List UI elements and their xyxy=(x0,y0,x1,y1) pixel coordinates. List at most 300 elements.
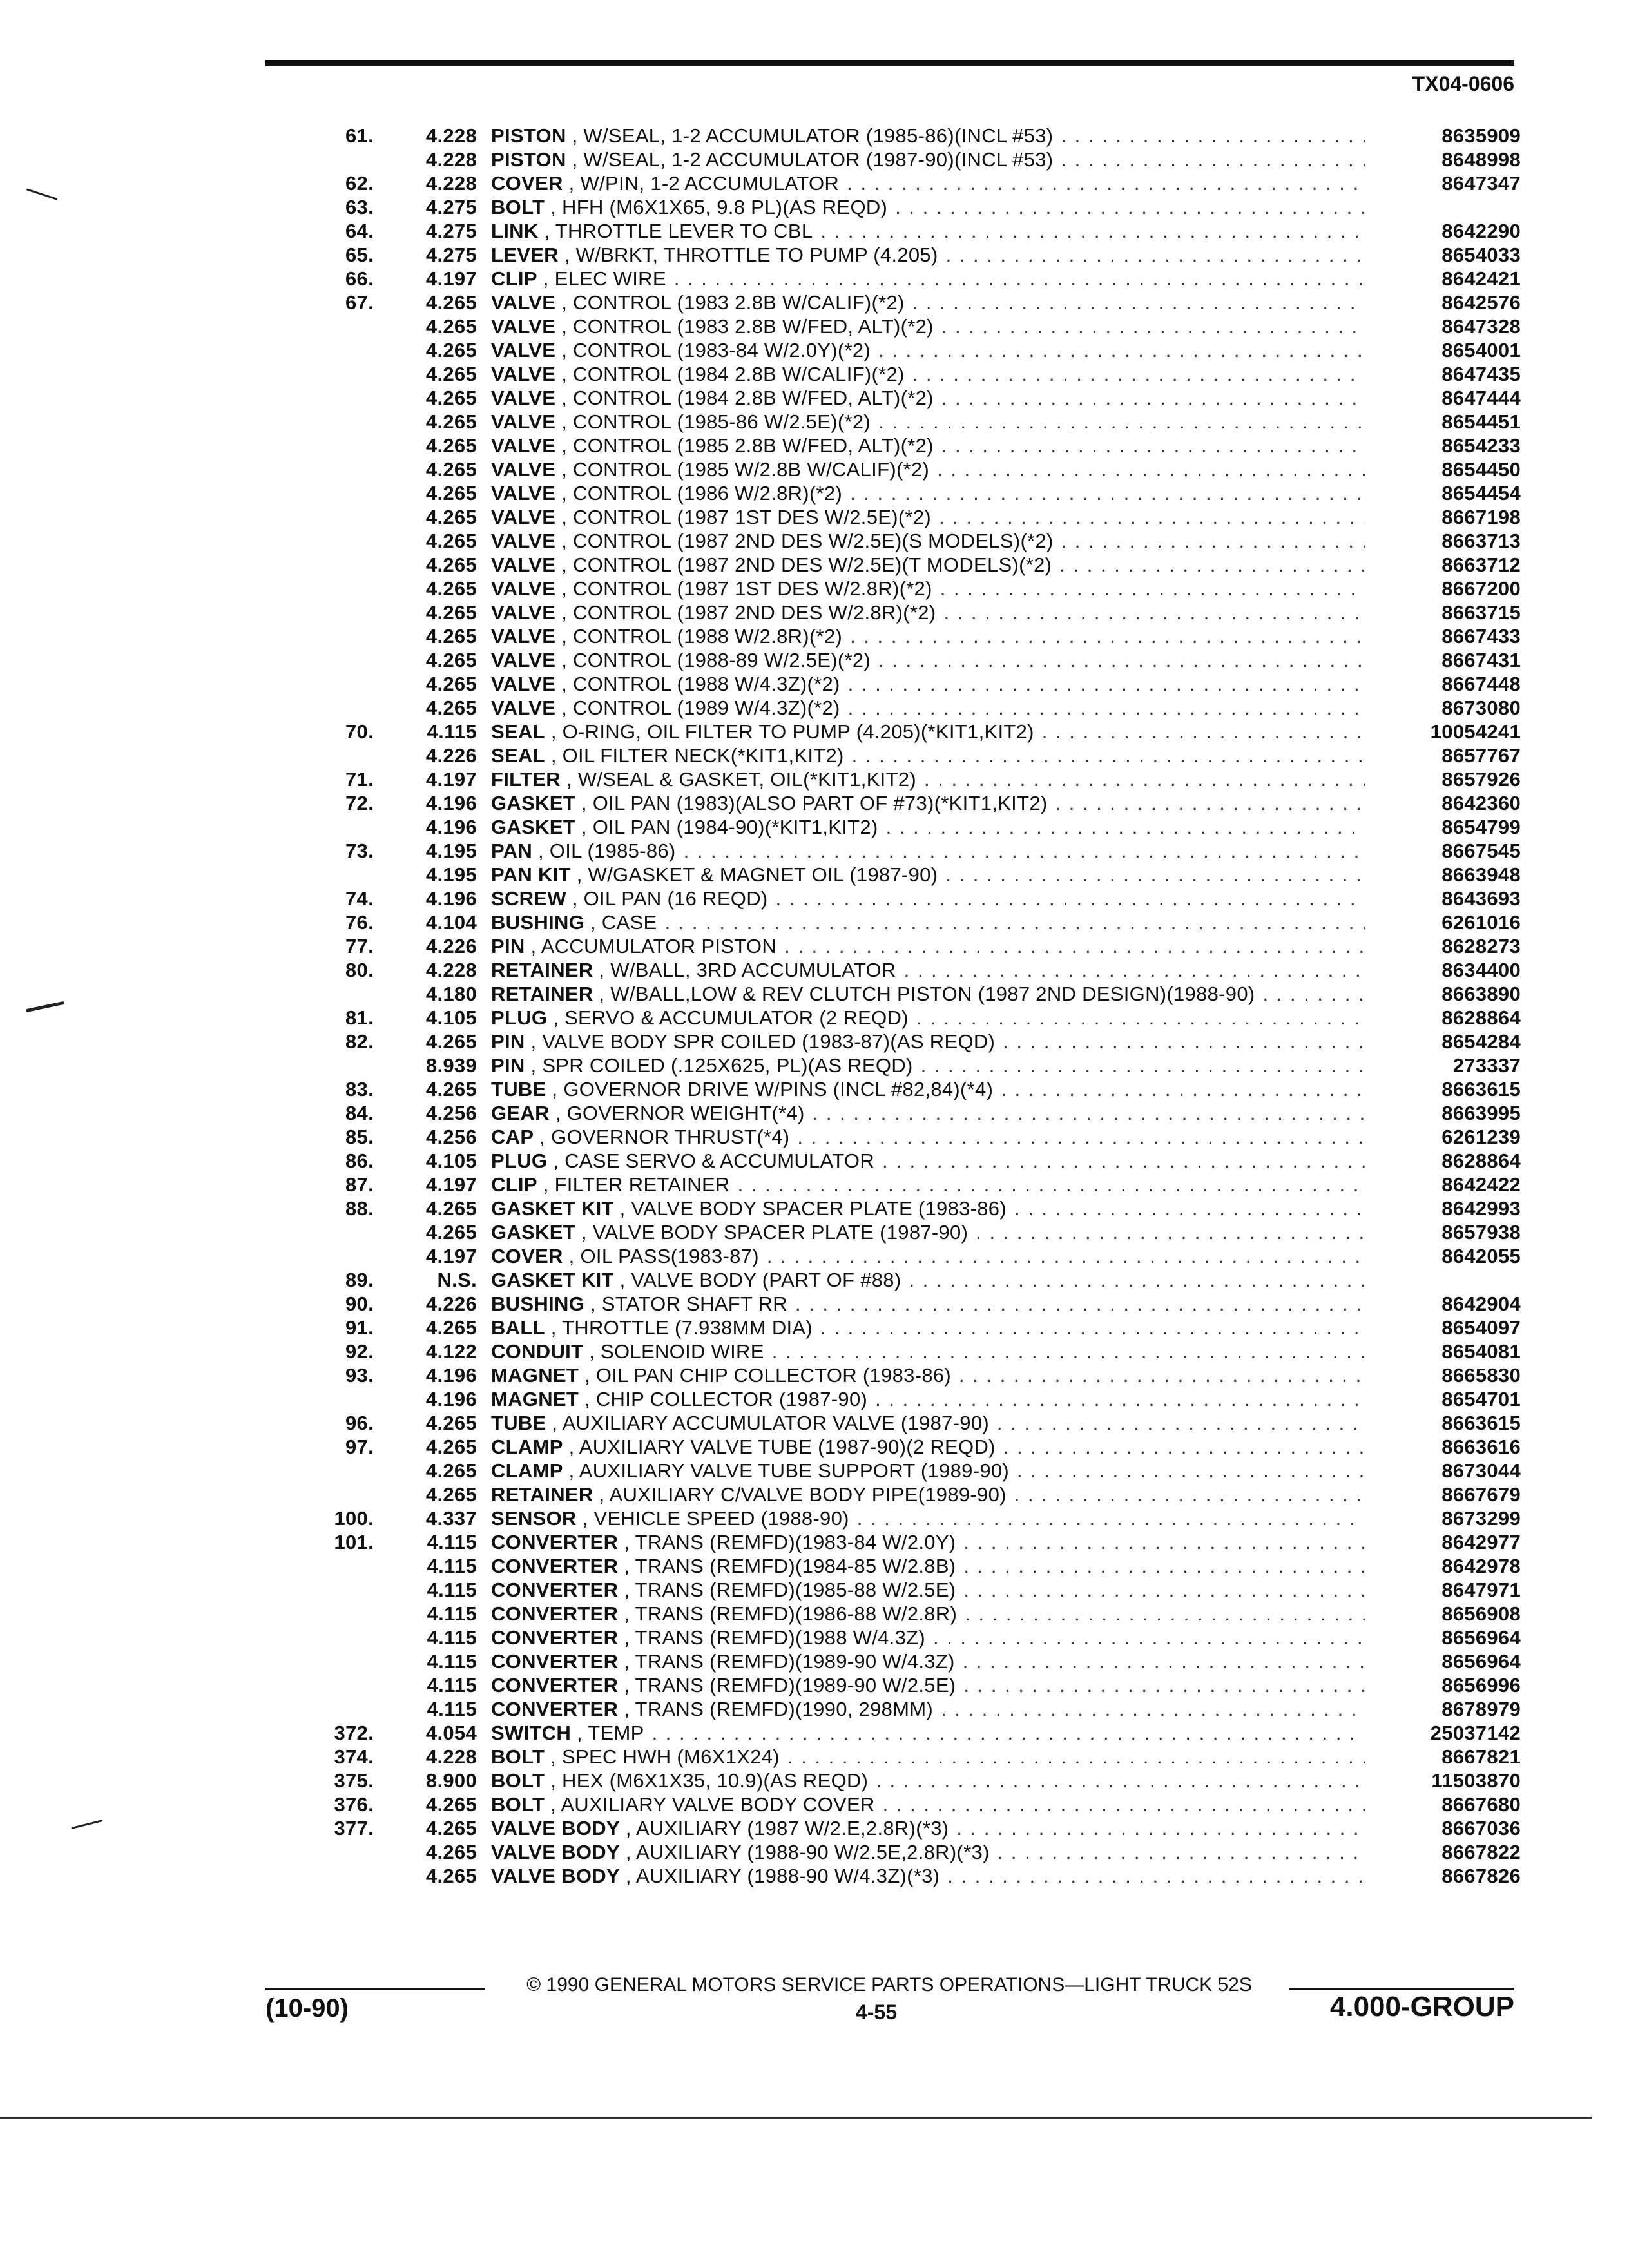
part-number: 8657938 xyxy=(1441,1221,1521,1244)
table-row xyxy=(296,1649,1521,1673)
group-number: 4.265 xyxy=(425,553,477,576)
part-detail: , CONTROL (1987 1ST DES W/2.8R)(*2) xyxy=(561,577,932,600)
part-detail: , CONTROL (1985 2.8B W/FED, ALT)(*2) xyxy=(561,434,934,457)
part-detail: , CONTROL (1988 W/2.8R)(*2) xyxy=(561,625,843,648)
group-number: 4.265 xyxy=(425,315,477,338)
part-name: VALVE xyxy=(491,315,556,338)
part-description xyxy=(491,648,871,672)
part-description xyxy=(491,1626,925,1649)
table-row xyxy=(296,1173,1521,1196)
group-number: 4.196 xyxy=(425,1364,477,1387)
group-number: 4.265 xyxy=(425,363,477,385)
part-description xyxy=(491,624,842,648)
part-detail: , OIL PAN (16 REQD) xyxy=(572,887,768,910)
part-number: 8648998 xyxy=(1441,148,1521,171)
part-description xyxy=(491,767,916,791)
part-number: 8673044 xyxy=(1441,1459,1521,1482)
part-name: LINK xyxy=(491,220,539,242)
part-name: VALVE BODY xyxy=(491,1865,620,1887)
ref-number: 82. xyxy=(345,1030,374,1053)
part-number: 8642360 xyxy=(1441,792,1521,814)
part-description xyxy=(491,434,934,457)
part-number: 8642290 xyxy=(1441,220,1521,242)
part-description xyxy=(491,1769,868,1792)
part-description xyxy=(491,1244,759,1268)
part-name: SEAL xyxy=(491,720,545,743)
table-row xyxy=(296,672,1521,696)
part-detail: , CONTROL (1984 2.8B W/CALIF)(*2) xyxy=(561,363,905,385)
part-description xyxy=(491,1125,789,1149)
part-name: RETAINER xyxy=(491,1483,593,1506)
part-description xyxy=(491,1506,849,1530)
table-row xyxy=(296,291,1521,314)
part-description xyxy=(491,577,932,601)
part-number: 10054241 xyxy=(1430,720,1521,743)
part-description xyxy=(491,696,840,720)
group-number: 4.265 xyxy=(425,339,477,361)
part-name: VALVE xyxy=(491,649,556,671)
part-name: PIN xyxy=(491,1054,525,1077)
part-name: BALL xyxy=(491,1316,545,1339)
part-description xyxy=(491,219,813,243)
part-name: CONDUIT xyxy=(491,1340,584,1363)
part-name: CONVERTER xyxy=(491,1602,619,1625)
part-description xyxy=(491,314,934,338)
part-number: 8654081 xyxy=(1441,1340,1521,1363)
part-detail: , W/PIN, 1-2 ACCUMULATOR xyxy=(568,172,840,195)
part-number: 8663890 xyxy=(1441,983,1521,1005)
part-name: VALVE xyxy=(491,553,556,576)
ref-number: 90. xyxy=(345,1293,374,1315)
ref-number: 93. xyxy=(345,1364,374,1387)
ref-number: 91. xyxy=(345,1316,374,1339)
part-detail: , TEMP xyxy=(576,1722,644,1744)
group-number: 4.265 xyxy=(425,1483,477,1506)
dot-leader xyxy=(1059,553,1365,577)
part-detail: , CASE SERVO & ACCUMULATOR xyxy=(553,1149,875,1172)
part-number: 8667826 xyxy=(1441,1865,1521,1887)
ref-number: 84. xyxy=(345,1102,374,1124)
group-number: 4.256 xyxy=(425,1102,477,1124)
part-description xyxy=(491,1268,901,1292)
part-description xyxy=(491,1721,644,1745)
part-description xyxy=(491,1792,875,1816)
part-name: CONVERTER xyxy=(491,1650,619,1673)
part-description xyxy=(491,815,878,839)
part-number: 8647435 xyxy=(1441,363,1521,385)
part-name: CLIP xyxy=(491,267,537,290)
part-description xyxy=(491,148,1053,171)
group-number: 4.275 xyxy=(425,220,477,242)
revision-date: (10-90) xyxy=(265,1994,349,2023)
group-number: 4.228 xyxy=(425,1745,477,1768)
part-description xyxy=(491,839,676,863)
table-row xyxy=(296,815,1521,839)
part-number: 8667433 xyxy=(1441,625,1521,648)
ref-number: 92. xyxy=(345,1340,374,1363)
ref-number: 77. xyxy=(345,935,374,957)
part-name: CLAMP xyxy=(491,1459,563,1482)
group-number: 4.265 xyxy=(425,1436,477,1458)
table-row xyxy=(296,195,1521,219)
dot-leader xyxy=(963,1673,1365,1697)
table-row xyxy=(296,791,1521,815)
part-number: 6261016 xyxy=(1441,911,1521,934)
dot-leader xyxy=(852,744,1365,767)
part-name: PAN xyxy=(491,840,533,862)
table-row xyxy=(296,1506,1521,1530)
part-detail: , HFH (M6X1X65, 9.8 PL)(AS REQD) xyxy=(550,196,888,218)
table-row xyxy=(296,982,1521,1006)
footer-rule-left xyxy=(265,1988,485,1990)
page-number: 4-55 xyxy=(855,2001,898,2024)
part-name: COVER xyxy=(491,172,563,195)
part-detail: , CONTROL (1987 2ND DES W/2.5E)(S MODELS)(*2) xyxy=(561,530,1054,552)
table-row xyxy=(296,744,1521,767)
part-description xyxy=(491,505,931,529)
ref-number: 87. xyxy=(345,1173,374,1196)
dot-leader xyxy=(1042,720,1365,744)
part-number: 8654001 xyxy=(1441,339,1521,361)
part-name: GASKET KIT xyxy=(491,1269,614,1291)
part-number: 8663615 xyxy=(1441,1412,1521,1434)
ref-number: 101. xyxy=(334,1531,374,1553)
part-detail: , AUXILIARY (1987 W/2.E,2.8R)(*3) xyxy=(625,1817,949,1840)
table-row xyxy=(296,553,1521,577)
dot-leader xyxy=(941,1697,1365,1721)
part-detail: , CONTROL (1983 2.8B W/FED, ALT)(*2) xyxy=(561,315,934,338)
part-detail: , TRANS (REMFD)(1988 W/4.3Z) xyxy=(624,1626,925,1649)
table-row xyxy=(296,386,1521,410)
part-detail: , CONTROL (1986 W/2.8R)(*2) xyxy=(561,482,843,505)
dot-leader xyxy=(959,1363,1365,1387)
group-number: 4.275 xyxy=(425,244,477,266)
ref-number: 376. xyxy=(334,1793,374,1816)
table-row xyxy=(296,1196,1521,1220)
group-number: 4.265 xyxy=(425,1459,477,1482)
group-number: 4.265 xyxy=(425,1817,477,1840)
part-description xyxy=(491,1864,940,1888)
table-row xyxy=(296,1030,1521,1053)
part-name: CAP xyxy=(491,1126,534,1148)
ref-number: 86. xyxy=(345,1149,374,1172)
part-detail: , TRANS (REMFD)(1985-88 W/2.5E) xyxy=(624,1579,956,1601)
part-description xyxy=(491,338,871,362)
part-number: 8657767 xyxy=(1441,744,1521,767)
table-row xyxy=(296,1721,1521,1745)
part-name: VALVE BODY xyxy=(491,1817,620,1840)
table-row xyxy=(296,1816,1521,1840)
group-number: 4.226 xyxy=(425,744,477,767)
part-detail: , CONTROL (1988-89 W/2.5E)(*2) xyxy=(561,649,871,671)
dot-leader xyxy=(795,1292,1365,1316)
ref-number: 377. xyxy=(334,1817,374,1840)
part-detail: , OIL PASS(1983-87) xyxy=(568,1245,759,1267)
part-name: VALVE xyxy=(491,625,556,648)
dot-leader xyxy=(941,386,1365,410)
part-name: VALVE BODY xyxy=(491,1841,620,1863)
part-description xyxy=(491,1745,780,1769)
group-number: 4.228 xyxy=(425,148,477,171)
part-number: 8635909 xyxy=(1441,124,1521,147)
part-name: CONVERTER xyxy=(491,1579,619,1601)
group-number: 4.265 xyxy=(425,601,477,624)
part-name: CLIP xyxy=(491,1173,537,1196)
dot-leader xyxy=(939,505,1365,529)
table-row xyxy=(296,934,1521,958)
dot-leader xyxy=(664,910,1365,934)
table-row xyxy=(296,1626,1521,1649)
part-description xyxy=(491,410,871,434)
part-detail: , GOVERNOR WEIGHT(*4) xyxy=(555,1102,805,1124)
table-row xyxy=(296,1840,1521,1864)
table-row xyxy=(296,1125,1521,1149)
part-description xyxy=(491,958,896,982)
part-detail: , AUXILIARY (1988-90 W/2.5E,2.8R)(*3) xyxy=(625,1841,990,1863)
part-number: 8642977 xyxy=(1441,1531,1521,1553)
part-name: VALVE xyxy=(491,482,556,505)
dot-leader xyxy=(1055,791,1365,815)
part-name: TUBE xyxy=(491,1412,546,1434)
part-name: PIN xyxy=(491,1030,525,1053)
part-name: RETAINER xyxy=(491,983,593,1005)
part-number: 8634400 xyxy=(1441,959,1521,981)
dot-leader xyxy=(820,1316,1365,1340)
dot-leader xyxy=(772,1340,1365,1363)
part-detail: , W/SEAL & GASKET, OIL(*KIT1,KIT2) xyxy=(566,768,916,791)
group-number: 4.265 xyxy=(425,1197,477,1220)
margin-mark xyxy=(26,1001,64,1012)
part-number: 8667198 xyxy=(1441,506,1521,528)
part-detail: , OIL PAN CHIP COLLECTOR (1983-86) xyxy=(584,1364,952,1387)
part-number: 8667822 xyxy=(1441,1841,1521,1863)
part-detail: , VALVE BODY SPACER PLATE (1983-86) xyxy=(619,1197,1007,1220)
dot-leader xyxy=(1061,148,1365,171)
group-number: 4.197 xyxy=(425,1173,477,1196)
table-row xyxy=(296,481,1521,505)
dot-leader xyxy=(813,1101,1365,1125)
table-row xyxy=(296,1745,1521,1769)
ref-number: 374. xyxy=(334,1745,374,1768)
part-detail: , CONTROL (1989 W/4.3Z)(*2) xyxy=(561,697,840,719)
table-row xyxy=(296,1483,1521,1506)
ref-number: 73. xyxy=(345,840,374,862)
part-name: BOLT xyxy=(491,1769,545,1792)
ref-number: 100. xyxy=(334,1507,374,1530)
group-number: N.S. xyxy=(437,1269,477,1291)
ref-number: 67. xyxy=(345,291,374,314)
part-number: 8667448 xyxy=(1441,673,1521,695)
part-description xyxy=(491,1816,949,1840)
part-number: 8656908 xyxy=(1441,1602,1521,1625)
table-row xyxy=(296,267,1521,291)
group-number: 4.226 xyxy=(425,1293,477,1315)
part-name: BOLT xyxy=(491,1745,545,1768)
table-row xyxy=(296,1244,1521,1268)
part-description xyxy=(491,1554,956,1578)
part-detail: , VALVE BODY SPACER PLATE (1987-90) xyxy=(581,1221,969,1244)
part-description xyxy=(491,982,1255,1006)
table-row xyxy=(296,910,1521,934)
table-row xyxy=(296,1792,1521,1816)
dot-leader xyxy=(997,1411,1365,1435)
part-detail: , SOLENOID WIRE xyxy=(589,1340,764,1363)
part-description xyxy=(491,1411,989,1435)
part-detail: , TRANS (REMFD)(1989-90 W/4.3Z) xyxy=(624,1650,955,1673)
ref-number: 89. xyxy=(345,1269,374,1291)
group-number: 4.196 xyxy=(425,1388,477,1410)
part-description xyxy=(491,1530,956,1554)
part-detail: , CHIP COLLECTOR (1987-90) xyxy=(584,1388,868,1410)
part-name: VALVE xyxy=(491,673,556,695)
part-detail: , TRANS (REMFD)(1989-90 W/2.5E) xyxy=(624,1674,956,1696)
dot-leader xyxy=(909,1268,1365,1292)
table-row xyxy=(296,1053,1521,1077)
dot-leader xyxy=(652,1721,1365,1745)
table-row xyxy=(296,1316,1521,1340)
table-row xyxy=(296,148,1521,171)
group-number: 4.265 xyxy=(425,1793,477,1816)
part-number: 8654097 xyxy=(1441,1316,1521,1339)
table-row xyxy=(296,1578,1521,1602)
group-number: 4.226 xyxy=(425,935,477,957)
part-description xyxy=(491,1435,996,1459)
table-row xyxy=(296,1554,1521,1578)
table-row xyxy=(296,1292,1521,1316)
part-number: 8654701 xyxy=(1441,1388,1521,1410)
part-number: 8628273 xyxy=(1441,935,1521,957)
part-description xyxy=(491,1220,968,1244)
group-number: 4.265 xyxy=(425,673,477,695)
group-number: 4.180 xyxy=(425,983,477,1005)
part-number: 8642576 xyxy=(1441,291,1521,314)
part-name: BUSHING xyxy=(491,911,585,934)
part-number: 8647347 xyxy=(1441,172,1521,195)
part-number: 8656964 xyxy=(1441,1650,1521,1673)
part-name: VALVE xyxy=(491,339,556,361)
part-name: CONVERTER xyxy=(491,1626,619,1649)
part-detail: , W/SEAL, 1-2 ACCUMULATOR (1985-86)(INCL #53) xyxy=(572,124,1054,147)
part-number: 8663616 xyxy=(1441,1436,1521,1458)
part-detail: , CONTROL (1988 W/4.3Z)(*2) xyxy=(561,673,840,695)
part-detail: , VEHICLE SPEED (1988-90) xyxy=(582,1507,849,1530)
part-detail: , VALVE BODY SPR COILED (1983-87)(AS REQD) xyxy=(530,1030,996,1053)
part-description xyxy=(491,481,842,505)
dot-leader xyxy=(847,171,1365,195)
dot-leader xyxy=(947,1864,1365,1888)
part-description xyxy=(491,1077,993,1101)
group-number: 4.196 xyxy=(425,792,477,814)
part-description xyxy=(491,1053,913,1077)
part-name: VALVE xyxy=(491,410,556,433)
dot-leader xyxy=(963,1554,1365,1578)
dot-leader xyxy=(965,1602,1365,1626)
dot-leader xyxy=(850,624,1365,648)
part-detail: , GOVERNOR DRIVE W/PINS (INCL #82,84)(*4) xyxy=(552,1078,994,1100)
part-name: PISTON xyxy=(491,124,566,147)
dot-leader xyxy=(924,767,1365,791)
table-row xyxy=(296,577,1521,601)
part-detail: , CONTROL (1983 2.8B W/CALIF)(*2) xyxy=(561,291,905,314)
part-number: 8667036 xyxy=(1441,1817,1521,1840)
dot-leader xyxy=(946,243,1365,267)
group-number: 4.195 xyxy=(425,840,477,862)
top-rule xyxy=(265,60,1514,66)
group-number: 4.115 xyxy=(427,720,477,743)
part-detail: , W/BRKT, THROTTLE TO PUMP (4.205) xyxy=(564,244,938,266)
table-row xyxy=(296,696,1521,720)
part-detail: , THROTTLE (7.938MM DIA) xyxy=(550,1316,813,1339)
dot-leader xyxy=(933,1626,1365,1649)
table-row xyxy=(296,314,1521,338)
part-name: CONVERTER xyxy=(491,1555,619,1577)
part-name: GEAR xyxy=(491,1102,550,1124)
part-number: 8678979 xyxy=(1441,1698,1521,1720)
part-description xyxy=(491,1649,955,1673)
part-number: 8642422 xyxy=(1441,1173,1521,1196)
table-row xyxy=(296,1697,1521,1721)
part-description xyxy=(491,672,840,696)
part-number: 8663715 xyxy=(1441,601,1521,624)
ref-number: 96. xyxy=(345,1412,374,1434)
table-row xyxy=(296,243,1521,267)
parts-list xyxy=(296,124,1521,1888)
group-number: 4.265 xyxy=(425,530,477,552)
table-row xyxy=(296,1077,1521,1101)
dot-leader xyxy=(895,195,1365,219)
part-description xyxy=(491,171,839,195)
group-number: 4.265 xyxy=(425,625,477,648)
group-number: 4.265 xyxy=(425,410,477,433)
part-name: GASKET xyxy=(491,816,575,838)
group-label: 4.000-GROUP xyxy=(1329,1991,1514,2023)
dot-leader xyxy=(916,1006,1365,1030)
part-number: 8654033 xyxy=(1441,244,1521,266)
part-description xyxy=(491,1030,995,1053)
table-row xyxy=(296,839,1521,863)
table-row xyxy=(296,505,1521,529)
part-detail: , STATOR SHAFT RR xyxy=(590,1293,787,1315)
table-row xyxy=(296,1864,1521,1888)
part-detail: , TRANS (REMFD)(1990, 298MM) xyxy=(624,1698,934,1720)
dot-leader xyxy=(945,863,1365,887)
table-row xyxy=(296,171,1521,195)
group-number: 4.115 xyxy=(427,1555,477,1577)
part-number: 11503870 xyxy=(1431,1769,1521,1792)
part-description xyxy=(491,863,938,887)
part-number: 8673080 xyxy=(1441,697,1521,719)
part-name: CONVERTER xyxy=(491,1674,619,1696)
dot-leader xyxy=(878,410,1365,434)
part-detail: , ELEC WIRE xyxy=(543,267,666,290)
part-detail: , W/BALL,LOW & REV CLUTCH PISTON (1987 2ND DESIGN)(1988-90) xyxy=(599,983,1255,1005)
group-number: 4.265 xyxy=(425,1412,477,1434)
part-name: PAN KIT xyxy=(491,863,571,886)
table-row xyxy=(296,529,1521,553)
part-detail: , CONTROL (1987 2ND DES W/2.5E)(T MODELS)(*2) xyxy=(561,553,1052,576)
part-number: 8667679 xyxy=(1441,1483,1521,1506)
table-row xyxy=(296,601,1521,624)
table-row xyxy=(296,1101,1521,1125)
group-number: 4.265 xyxy=(425,434,477,457)
dot-leader xyxy=(1017,1459,1365,1483)
part-number: 8656964 xyxy=(1441,1626,1521,1649)
group-number: 4.265 xyxy=(425,1078,477,1100)
dot-leader xyxy=(904,958,1365,982)
part-detail: , CONTROL (1985 W/2.8B W/CALIF)(*2) xyxy=(561,458,930,481)
part-description xyxy=(491,791,1048,815)
part-detail: , AUXILIARY ACCUMULATOR VALVE (1987-90) xyxy=(552,1412,989,1434)
